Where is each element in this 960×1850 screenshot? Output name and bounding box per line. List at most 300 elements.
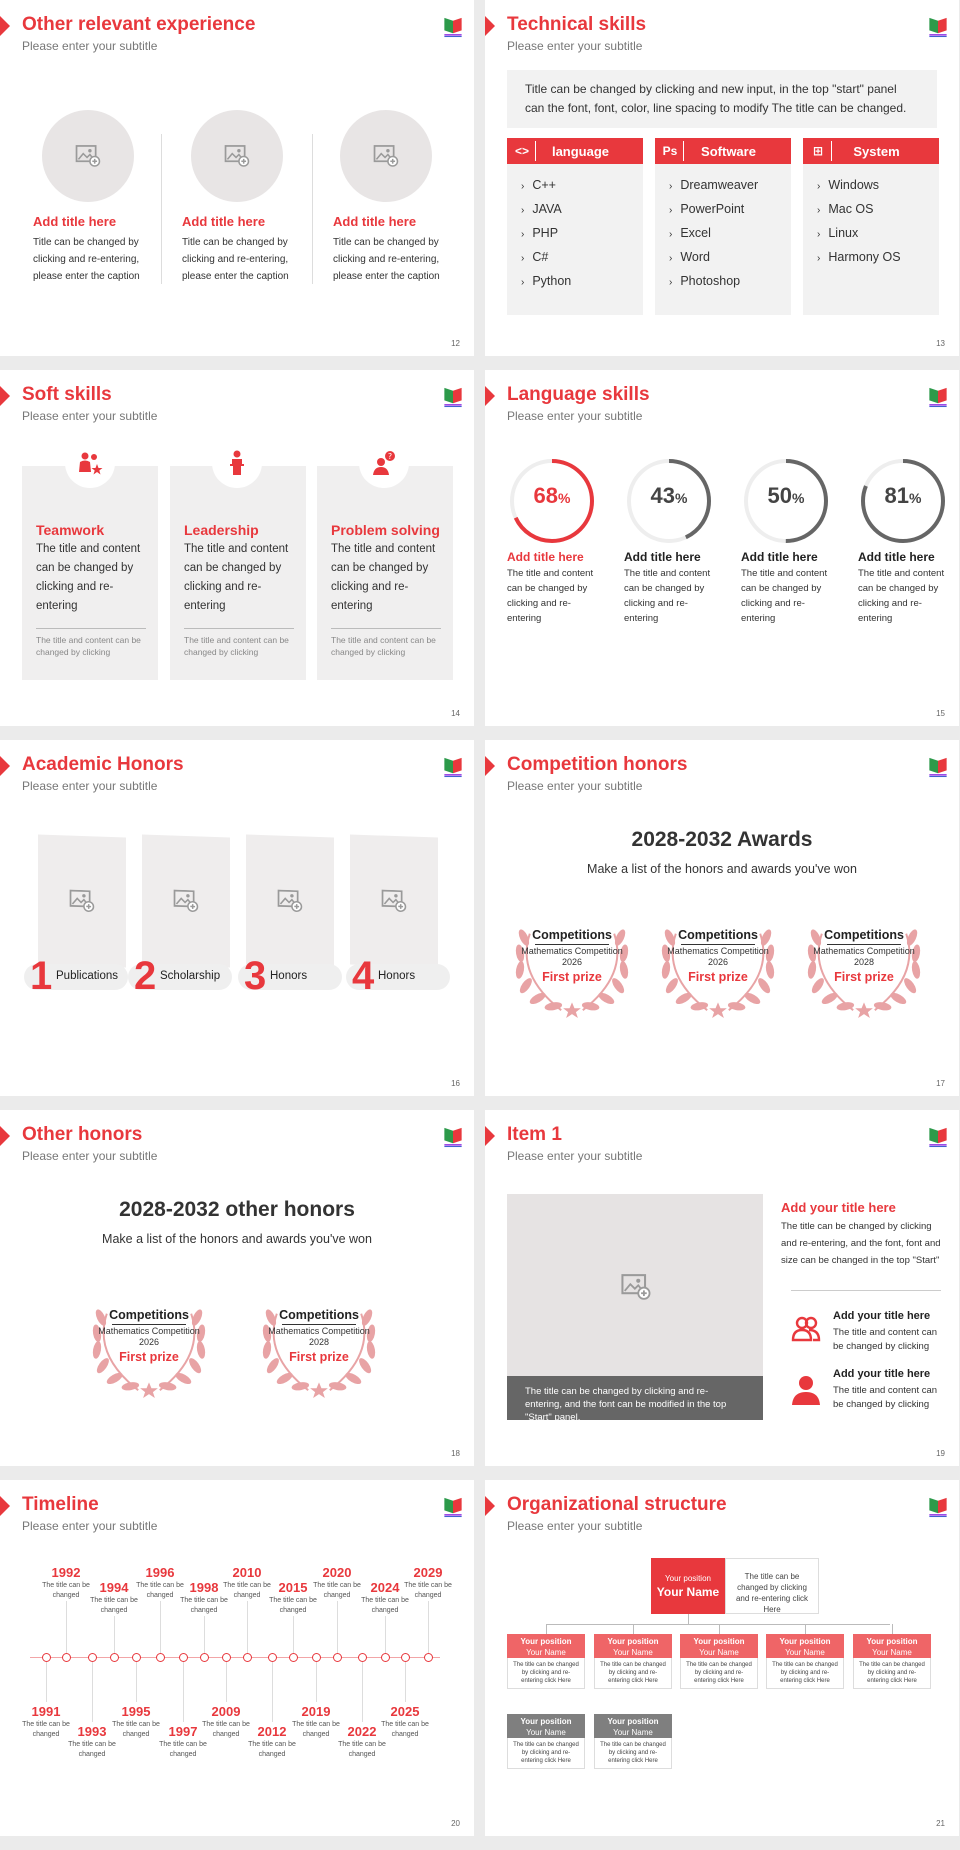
svg-text:?: ? [387, 452, 393, 461]
image-icon [173, 890, 199, 913]
divider [36, 628, 146, 629]
timeline-dot[interactable] [268, 1653, 277, 1662]
image-icon [69, 890, 95, 913]
timeline-connector [247, 1601, 248, 1657]
org-root[interactable] [651, 1558, 725, 1614]
timeline-year: 1992 [51, 1565, 81, 1580]
timeline-dot[interactable] [381, 1653, 390, 1662]
leadership-icon [224, 450, 250, 476]
soft-skill-card[interactable] [22, 466, 158, 680]
icon-circle [359, 438, 409, 488]
timeline-dot[interactable] [401, 1653, 410, 1662]
honor-number: 2 [134, 954, 157, 998]
column-header[interactable] [655, 138, 791, 164]
slide-title: Academic Honors [22, 754, 184, 775]
timeline-year: 1994 [99, 1580, 129, 1595]
timeline-desc: The title can be changed [180, 1597, 228, 1614]
gauge-title: Add title here [858, 550, 935, 564]
timeline-dot[interactable] [424, 1653, 433, 1662]
org-node[interactable]: Your position Your Name [507, 1634, 585, 1658]
image-placeholder[interactable] [38, 834, 126, 967]
image-icon [75, 145, 101, 167]
honor-pill [346, 954, 450, 998]
column-header[interactable] [803, 138, 939, 164]
list-item: › Excel [669, 222, 791, 246]
slide-title: Soft skills [22, 384, 112, 405]
timeline-desc: The title can be changed [292, 1721, 340, 1738]
award-event: Mathematics Competition 2028 [268, 1326, 370, 1347]
award-prize: First prize [542, 970, 602, 984]
connector [546, 1624, 547, 1634]
timeline-connector [405, 1662, 406, 1702]
timeline-connector [183, 1662, 184, 1722]
image-placeholder[interactable] [507, 1194, 763, 1376]
connector [892, 1624, 893, 1634]
image-icon [381, 890, 407, 913]
honor-pill [128, 954, 232, 998]
honor-pill [238, 954, 342, 998]
list-item: › Mac OS [817, 198, 939, 222]
card-title: Leadership [184, 522, 259, 538]
org-node[interactable]: Your position Your Name [594, 1634, 672, 1658]
timeline-connector [362, 1662, 363, 1722]
list-item: › PowerPoint [669, 198, 791, 222]
timeline-desc: The title can be changed [361, 1597, 409, 1614]
slide-subtitle: Please enter your subtitle [507, 779, 643, 793]
timeline-year: 1997 [168, 1724, 198, 1739]
timeline-desc: The title can be changed [223, 1582, 271, 1599]
title-marker [485, 756, 495, 776]
timeline-dot[interactable] [132, 1653, 141, 1662]
skill-column-system [803, 138, 939, 315]
timeline-dot[interactable] [312, 1653, 321, 1662]
connector [633, 1624, 634, 1634]
gauge-value: 50% [767, 483, 805, 508]
timeline-year: 2009 [211, 1704, 241, 1719]
slide-15[interactable] [485, 370, 959, 726]
logo-icon [442, 14, 464, 38]
item-text: The title and content can be changed by clicking [833, 1385, 938, 1410]
slide-14[interactable] [0, 370, 474, 726]
awards-heading: 2028-2032 other honors [119, 1198, 355, 1221]
list-item: › JAVA [521, 198, 643, 222]
timeline-connector [160, 1601, 161, 1657]
gauge-value: 43% [650, 483, 688, 508]
image-icon [373, 145, 399, 167]
list-item: › Windows [817, 174, 939, 198]
item-text: The title and content can be changed by clicking [833, 1327, 938, 1352]
list-item: › Linux [817, 222, 939, 246]
award-laurel [86, 1296, 212, 1400]
image-placeholder[interactable] [340, 110, 432, 202]
org-node-desc: The title can be changed by clicking and re-entering click Here [507, 1658, 585, 1689]
divider [184, 628, 294, 629]
honor-label: Scholarship [160, 970, 221, 982]
page-number: 15 [936, 709, 945, 718]
award-event: Mathematics Competition 2026 [98, 1326, 200, 1347]
timeline-year: 2022 [347, 1724, 377, 1739]
award-prize: First prize [834, 970, 894, 984]
award-name: Competitions [279, 1308, 359, 1322]
list-item: › Dreamweaver [669, 174, 791, 198]
slide-subtitle: Please enter your subtitle [507, 409, 643, 423]
logo-icon [442, 1494, 464, 1518]
skill-list [507, 164, 643, 294]
image-placeholder[interactable] [142, 834, 230, 967]
awards-subheading: Make a list of the honors and awards you've won [102, 1232, 372, 1246]
users-icon [791, 1316, 821, 1342]
slide-title: Other honors [22, 1124, 143, 1145]
award-name: Competitions [109, 1308, 189, 1322]
divider [331, 628, 441, 629]
award-event: Mathematics Competition 2026 [521, 946, 623, 967]
team-icon [77, 450, 103, 476]
page-number: 18 [451, 1449, 460, 1458]
slide-subtitle: Please enter your subtitle [507, 39, 643, 53]
timeline-desc: The title can be changed [202, 1721, 250, 1738]
page-number: 21 [936, 1819, 945, 1828]
timeline-desc: The title can be changed [159, 1741, 207, 1758]
image-icon [277, 890, 303, 913]
timeline-connector [428, 1601, 429, 1657]
image-placeholder[interactable] [350, 834, 438, 967]
language-gauge [741, 456, 831, 546]
award-name: Competitions [824, 928, 904, 942]
slide-21[interactable] [485, 1480, 959, 1836]
card-text: The title and content can be changed by clicking and re-entering [331, 543, 436, 612]
org-node-desc: The title can be changed by clicking and re-entering click Here [507, 1738, 585, 1769]
list-item: › Python [521, 270, 643, 294]
section-text: The title can be changed by clicking and re-entering, and the font, font and size can be changed in the top "Start" [781, 1221, 941, 1266]
timeline-desc: The title can be changed [22, 1721, 70, 1738]
org-node-desc: The title can be changed by clicking and re-entering click Here [853, 1658, 931, 1689]
timeline-desc: The title can be changed [313, 1582, 361, 1599]
slide-16[interactable] [0, 740, 474, 1096]
timeline-year: 1998 [189, 1580, 219, 1595]
divider [827, 944, 901, 945]
timeline-desc: The title can be changed [136, 1582, 184, 1599]
slide-subtitle: Please enter your subtitle [507, 1519, 643, 1533]
gauge-text: The title and content can be changed by clicking and re-entering [741, 568, 828, 624]
column-header[interactable] [507, 138, 643, 164]
timeline-connector [92, 1662, 93, 1722]
page-number: 13 [936, 339, 945, 348]
language-gauge [858, 456, 948, 546]
honor-label: Honors [270, 970, 308, 982]
timeline-connector [66, 1601, 67, 1657]
timeline-dot[interactable] [62, 1653, 71, 1662]
image-caption: The title can be changed by clicking and re-entering, and the font can be modified in the top "Start" panel. [507, 1376, 763, 1420]
card-text: Title can be changed by clicking and re-entering, please enter the caption [333, 237, 440, 282]
user-icon [791, 1375, 821, 1405]
divider [312, 134, 313, 284]
card-note: The title and content can be changed by clicking [331, 635, 436, 657]
timeline-desc: The title can be changed [404, 1582, 452, 1599]
divider [535, 141, 536, 161]
timeline-year: 2015 [278, 1580, 308, 1595]
logo-icon [927, 14, 949, 38]
name-label: Your Name [656, 1585, 720, 1599]
skill-list [803, 164, 939, 270]
timeline-connector [337, 1601, 338, 1657]
connector [719, 1624, 720, 1634]
award-laurel [801, 916, 927, 1020]
honor-label: Honors [378, 970, 416, 982]
column-label: language [551, 143, 610, 159]
gauge-value: 68% [533, 483, 571, 508]
connector [688, 1614, 689, 1624]
timeline-connector [204, 1616, 205, 1657]
soft-skill-card[interactable] [170, 466, 306, 680]
timeline-desc: The title can be changed [381, 1721, 429, 1738]
logo-icon [927, 1124, 949, 1148]
image-placeholder[interactable] [42, 110, 134, 202]
slide-12[interactable] [0, 0, 474, 356]
skill-column-software [655, 138, 791, 315]
image-placeholder[interactable] [246, 834, 334, 967]
timeline-year: 2029 [413, 1565, 443, 1580]
divider [681, 944, 755, 945]
divider [282, 1324, 356, 1325]
position-label: Your position [665, 1574, 711, 1583]
org-node-desc: The title can be changed by clicking and re-entering click Here [594, 1738, 672, 1769]
connector [805, 1624, 806, 1634]
card-note: The title and content can be changed by clicking [184, 635, 289, 657]
language-gauge [624, 456, 714, 546]
org-node[interactable]: Your position Your Name [507, 1714, 585, 1738]
image-placeholder[interactable] [191, 110, 283, 202]
timeline-dot[interactable] [222, 1653, 231, 1662]
org-node-desc: The title can be changed by clicking and re-entering click Here [680, 1658, 758, 1689]
intro-text: Title can be changed by clicking and new input, in the top "start" panel can the font, font, color, line spacing to modify The title can be changed. [507, 70, 937, 128]
image-icon [621, 1274, 651, 1300]
column-label: System [853, 143, 900, 159]
timeline-year: 1993 [77, 1724, 107, 1739]
slide-title: Timeline [22, 1494, 99, 1515]
logo-icon [927, 384, 949, 408]
timeline-dot[interactable] [179, 1653, 188, 1662]
list-item: › C++ [521, 174, 643, 198]
slide-20[interactable] [0, 1480, 474, 1836]
timeline-year: 2019 [301, 1704, 331, 1719]
award-laurel [256, 1296, 382, 1400]
awards-subheading: Make a list of the honors and awards you've won [587, 862, 857, 876]
timeline-year: 1991 [31, 1704, 61, 1719]
title-marker [485, 1496, 495, 1516]
card-text: Title can be changed by clicking and re-entering, please enter the caption [182, 237, 289, 282]
column-label: Software [701, 143, 756, 159]
connector [546, 1624, 890, 1625]
timeline-dot[interactable] [156, 1653, 165, 1662]
award-name: Competitions [532, 928, 612, 942]
honor-label: Publications [56, 970, 119, 982]
title-marker [0, 386, 10, 406]
honor-number: 4 [352, 954, 375, 998]
slide-title: Competition honors [507, 754, 688, 775]
slide-subtitle: Please enter your subtitle [22, 1519, 158, 1533]
slide-19[interactable] [485, 1110, 959, 1466]
award-prize: First prize [289, 1350, 349, 1364]
timeline-connector [293, 1616, 294, 1657]
divider [791, 1290, 941, 1291]
title-marker [0, 1126, 10, 1146]
timeline-year: 2012 [257, 1724, 287, 1739]
timeline-connector [136, 1662, 137, 1702]
timeline-dot[interactable] [358, 1653, 367, 1662]
gauge-title: Add title here [507, 550, 584, 564]
windows-icon: ⊞ [812, 144, 824, 158]
card-title: Teamwork [36, 522, 105, 538]
icon-circle [212, 438, 262, 488]
item-title: Add your title here [833, 1368, 931, 1380]
timeline-desc: The title can be changed [269, 1597, 317, 1614]
award-laurel [509, 916, 635, 1020]
slide-subtitle: Please enter your subtitle [22, 39, 158, 53]
title-marker [485, 1126, 495, 1146]
skill-list [655, 164, 791, 294]
timeline-connector [114, 1616, 115, 1657]
logo-icon [442, 384, 464, 408]
card-title: Add title here [333, 214, 417, 229]
divider [535, 944, 609, 945]
timeline-desc: The title can be changed [90, 1597, 138, 1614]
award-prize: First prize [119, 1350, 179, 1364]
icon-circle [65, 438, 115, 488]
page-number: 14 [451, 709, 460, 718]
card-text: Title can be changed by clicking and re-entering, please enter the caption [33, 237, 140, 282]
org-node-desc: The title can be changed by clicking and re-entering click Here [594, 1658, 672, 1689]
card-text: The title and content can be changed by clicking and re-entering [36, 543, 141, 612]
page-number: 20 [451, 1819, 460, 1828]
timeline-year: 1996 [145, 1565, 175, 1580]
timeline-desc: The title can be changed [68, 1741, 116, 1758]
soft-skill-card[interactable] [317, 466, 453, 680]
page-number: 16 [451, 1079, 460, 1088]
slide-subtitle: Please enter your subtitle [22, 779, 158, 793]
award-laurel [655, 916, 781, 1020]
image-icon [224, 145, 250, 167]
timeline-year: 2010 [232, 1565, 262, 1580]
timeline-dot[interactable] [42, 1653, 51, 1662]
org-node[interactable]: Your position Your Name [853, 1634, 931, 1658]
divider [831, 141, 832, 161]
slide-title: Other relevant experience [22, 14, 256, 35]
page-number: 17 [936, 1079, 945, 1088]
timeline-connector [46, 1662, 47, 1702]
timeline-dot[interactable] [333, 1653, 342, 1662]
divider [161, 134, 162, 284]
gauge-text: The title and content can be changed by clicking and re-entering [858, 568, 945, 624]
award-name: Competitions [678, 928, 758, 942]
gauge-text: The title and content can be changed by clicking and re-entering [507, 568, 594, 624]
timeline-connector [385, 1616, 386, 1657]
language-gauge [507, 456, 597, 546]
award-event: Mathematics Competition 2028 [813, 946, 915, 967]
timeline-year: 2025 [390, 1704, 420, 1719]
slide-subtitle: Please enter your subtitle [507, 1149, 643, 1163]
timeline-dot[interactable] [88, 1653, 97, 1662]
title-marker [0, 16, 10, 36]
item-title: Add your title here [833, 1310, 931, 1322]
timeline-dot[interactable] [243, 1653, 252, 1662]
logo-icon [927, 1494, 949, 1518]
gauge-title: Add title here [624, 550, 701, 564]
org-node[interactable]: Your position Your Name [594, 1714, 672, 1738]
slide-title: Organizational structure [507, 1494, 727, 1515]
org-node[interactable]: Your position Your Name [766, 1634, 844, 1658]
skill-column-language [507, 138, 643, 315]
slide-subtitle: Please enter your subtitle [22, 1149, 158, 1163]
page-number: 19 [936, 1449, 945, 1458]
timeline-year: 2024 [370, 1580, 400, 1595]
honor-pill [24, 954, 128, 998]
slide-subtitle: Please enter your subtitle [22, 409, 158, 423]
list-item: › Harmony OS [817, 246, 939, 270]
honor-number: 1 [30, 954, 53, 998]
awards-heading: 2028-2032 Awards [631, 828, 813, 851]
timeline-year: 2020 [322, 1565, 352, 1580]
divider [683, 141, 684, 161]
timeline-year: 1995 [121, 1704, 151, 1719]
code-icon: <> [514, 144, 529, 158]
list-item: › PHP [521, 222, 643, 246]
gauge-title: Add title here [741, 550, 818, 564]
honor-number: 3 [244, 954, 267, 998]
slide-13[interactable] [485, 0, 959, 356]
list-item: › Word [669, 246, 791, 270]
org-node-desc: The title can be changed by clicking and re-entering click Here [766, 1658, 844, 1689]
gauge-text: The title and content can be changed by clicking and re-entering [624, 568, 711, 624]
card-title: Add title here [182, 214, 266, 229]
award-event: Mathematics Competition 2026 [667, 946, 769, 967]
slide-17[interactable] [485, 740, 959, 1096]
slide-18[interactable] [0, 1110, 474, 1466]
list-item: › C# [521, 246, 643, 270]
section-title: Add your title here [781, 1200, 896, 1215]
timeline-dot[interactable] [110, 1653, 119, 1662]
title-marker [485, 386, 495, 406]
timeline-connector [316, 1662, 317, 1702]
divider [112, 1324, 186, 1325]
slide-title: Language skills [507, 384, 650, 405]
timeline-dot[interactable] [200, 1653, 209, 1662]
logo-icon [442, 754, 464, 778]
timeline-desc: The title can be changed [42, 1582, 90, 1599]
timeline-connector [272, 1662, 273, 1722]
timeline-desc: The title can be changed [112, 1721, 160, 1738]
award-prize: First prize [688, 970, 748, 984]
card-title: Add title here [33, 214, 117, 229]
gauge-value: 81% [884, 483, 922, 508]
card-text: The title and content can be changed by clicking and re-entering [184, 543, 289, 612]
title-marker [0, 1496, 10, 1516]
list-item: › Photoshop [669, 270, 791, 294]
timeline-connector [226, 1662, 227, 1702]
timeline-desc: The title can be changed [248, 1741, 296, 1758]
card-note: The title and content can be changed by clicking [36, 635, 141, 657]
page-number: 12 [451, 339, 460, 348]
card-title: Problem solving [331, 522, 440, 538]
timeline-desc: The title can be changed [338, 1741, 386, 1758]
org-node[interactable]: Your position Your Name [680, 1634, 758, 1658]
title-marker [0, 756, 10, 776]
slide-title: Technical skills [507, 14, 647, 35]
logo-icon [442, 1124, 464, 1148]
title-marker [485, 16, 495, 36]
slide-title: Item 1 [507, 1124, 562, 1145]
org-root-desc: The title can be changed by clicking and re-entering click Here [725, 1558, 819, 1614]
timeline-dot[interactable] [289, 1653, 298, 1662]
